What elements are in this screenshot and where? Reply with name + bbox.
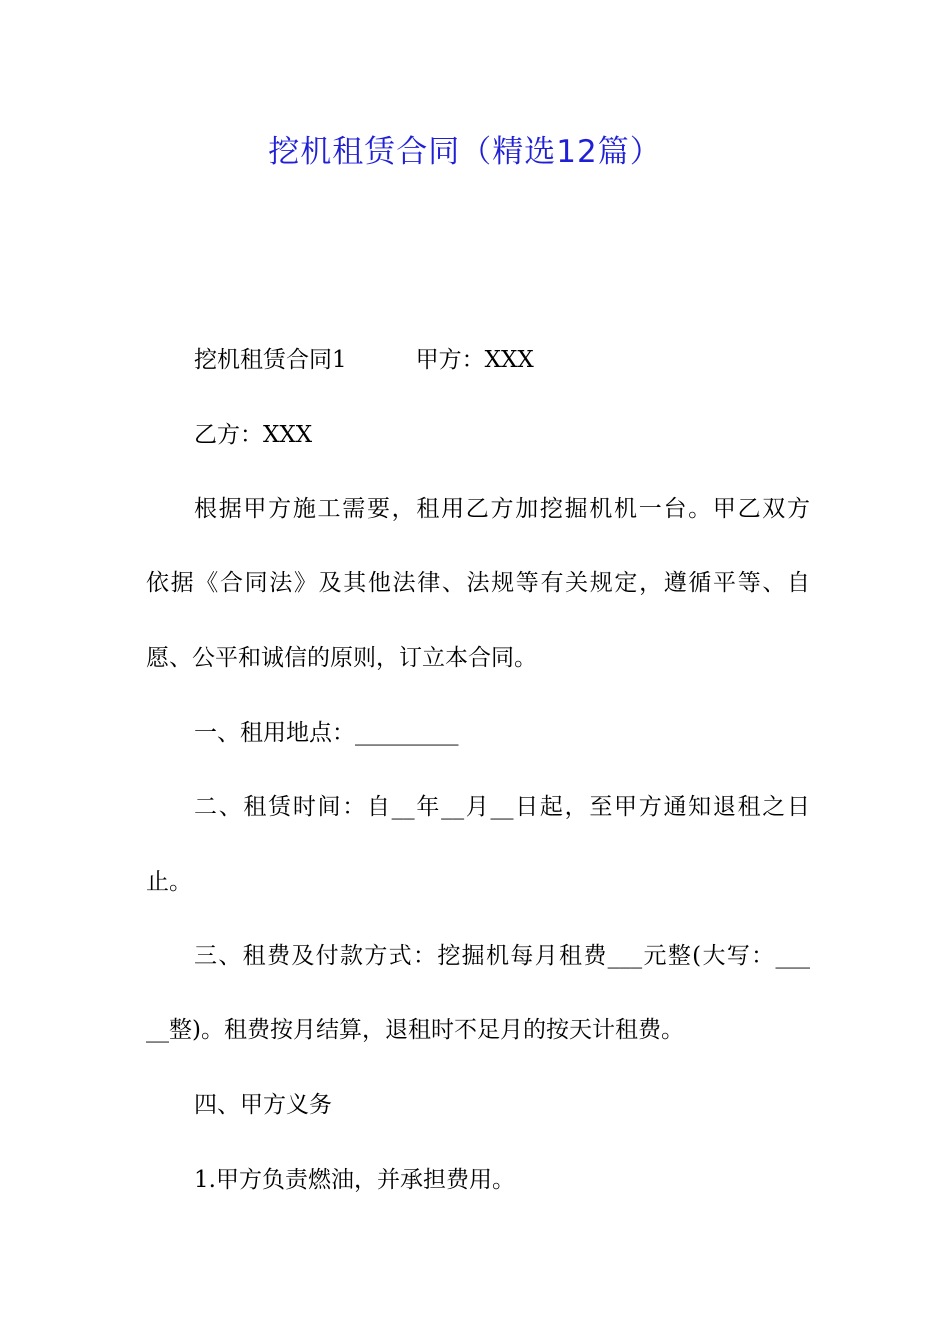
clause-rental-fee: 三、租费及付款方式：挖掘机每月租费___元整(大写：___ <box>194 943 810 969</box>
obligation-item: 1.甲方负责燃油，并承担费用。 <box>194 1167 515 1193</box>
paragraph-line: __整)。租费按月结算，退租时不足月的按天计租费。 <box>146 1017 684 1043</box>
paragraph-line: 止。 <box>146 869 192 895</box>
contract-heading-party-a: 挖机租赁合同1 甲方：XXX <box>194 347 534 373</box>
paragraph-line: 依据《合同法》及其他法律、法规等有关规定，遵循平等、自 <box>146 570 810 596</box>
document-title: 挖机租赁合同（精选12篇） <box>268 134 662 170</box>
clause-rental-period: 二、租赁时间：自__年__月__日起，至甲方通知退租之日 <box>194 794 810 820</box>
paragraph-line: 愿、公平和诚信的原则，订立本合同。 <box>146 645 537 671</box>
clause-rental-location: 一、租用地点：_________ <box>194 720 459 746</box>
section-party-a-obligations: 四、甲方义务 <box>194 1092 332 1118</box>
paragraph-line: 根据甲方施工需要，租用乙方加挖掘机机一台。甲乙双方 <box>194 496 810 522</box>
party-b-line: 乙方：XXX <box>194 422 313 448</box>
